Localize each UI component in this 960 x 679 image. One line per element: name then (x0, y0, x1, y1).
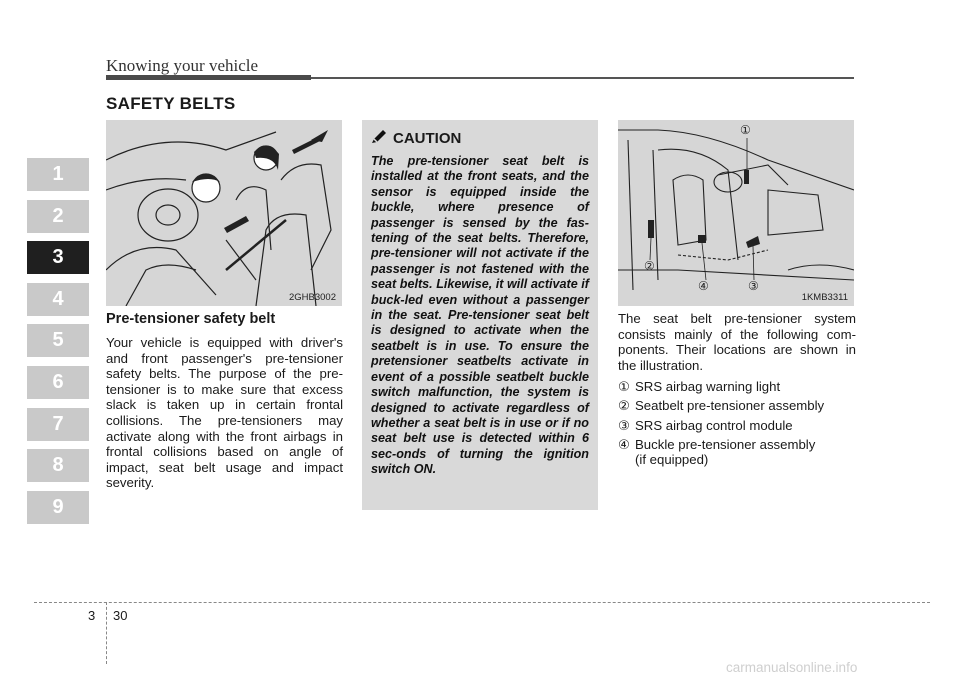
chapter-tab-6[interactable]: 6 (27, 366, 89, 399)
component-number: ② (618, 398, 630, 414)
component-label: Buckle pre-tensioner assembly (635, 437, 816, 453)
chapter-tabs (27, 158, 89, 532)
header-rule-accent (106, 75, 311, 80)
component-number: ③ (618, 417, 630, 433)
callout-3: ③ (748, 279, 759, 293)
chapter-tab-5[interactable]: 5 (27, 324, 89, 357)
section-title: SAFETY BELTS (106, 94, 236, 113)
chapter-tab-1[interactable]: 1 (27, 158, 89, 191)
driver-passenger-drawing (106, 120, 342, 306)
component-number: ④ (618, 437, 630, 453)
component-list (618, 377, 856, 469)
figure-code: 2GHB3002 (288, 292, 336, 303)
callout-2: ② (644, 259, 655, 273)
component-number: ① (618, 379, 630, 394)
footer-rule (34, 602, 930, 603)
caution-box (362, 120, 598, 510)
page-section-number: 3 (88, 608, 96, 623)
list-item (618, 396, 856, 415)
pretensioner-description: Your vehicle is equipped with driver's and front passenger's pre-tensioner safety belts. The purpose of the pre-tensioner is to make sure that excess slack is taken up in certain frontal collisions. The pre-tensioners may activate along with the front airbags in frontal collisions based on angle of impact, seat belt usage and impact severity. (106, 335, 343, 491)
caution-text: The pre-tensioner seat belt is installed at the front seats, and the sensor is equipped inside the buckle, where presence of passenger is sensed by the fas-tening of the seat belts. Therefore, pre-tensioner will not activate if the passenger is not fastened with the seat belts. Likewise, it will activate if buck-led even without a passenger in the seat. Pre-tensioner seat belt is designed to activate when the seatbelt is in use. To ensure the pretensioner seatbelts activate in event of a possible seatbelt buckle switch malfunction, the system is designed to activate regardless of whether a seat belt is in use or if no seat belt use is detected within 6 sec-onds of turning the ignition switch ON. (371, 154, 589, 477)
chapter-tab-7[interactable]: 7 (27, 408, 89, 441)
component-label: Seatbelt pre-tensioner assembly (635, 398, 825, 414)
chapter-tab-8[interactable]: 8 (27, 449, 89, 482)
component-label: SRS airbag control module (635, 417, 793, 433)
chapter-tab-3[interactable]: 3 (27, 241, 89, 274)
pretensioner-locations-illustration (618, 120, 854, 306)
footer-divider (106, 602, 107, 664)
chapter-tab-2[interactable]: 2 (27, 200, 89, 233)
caution-icon (371, 128, 387, 149)
pretensioner-illustration (106, 120, 342, 306)
callout-4: ④ (698, 279, 709, 293)
chapter-tab-9[interactable]: 9 (27, 491, 89, 524)
figure-code: 1KMB3311 (801, 292, 848, 303)
watermark: carmanualsonline.info (726, 660, 858, 675)
page-number: 30 (113, 608, 128, 623)
header-title: Knowing your vehicle (106, 56, 259, 75)
caution-label: CAUTION (393, 129, 462, 147)
callout-1: ① (740, 123, 751, 137)
vehicle-cutaway-drawing (618, 120, 854, 306)
chapter-tab-4[interactable]: 4 (27, 283, 89, 316)
component-note: (if equipped) (635, 451, 709, 467)
system-intro: The seat belt pre-tensioner system consists mainly of the following com-ponents. Their locations are shown in the illustration. (618, 311, 856, 373)
subhead-pretensioner: Pre-tensioner safety belt (106, 311, 276, 327)
component-label: SRS airbag warning light (635, 379, 781, 394)
list-item (618, 416, 856, 435)
list-item (618, 377, 856, 396)
